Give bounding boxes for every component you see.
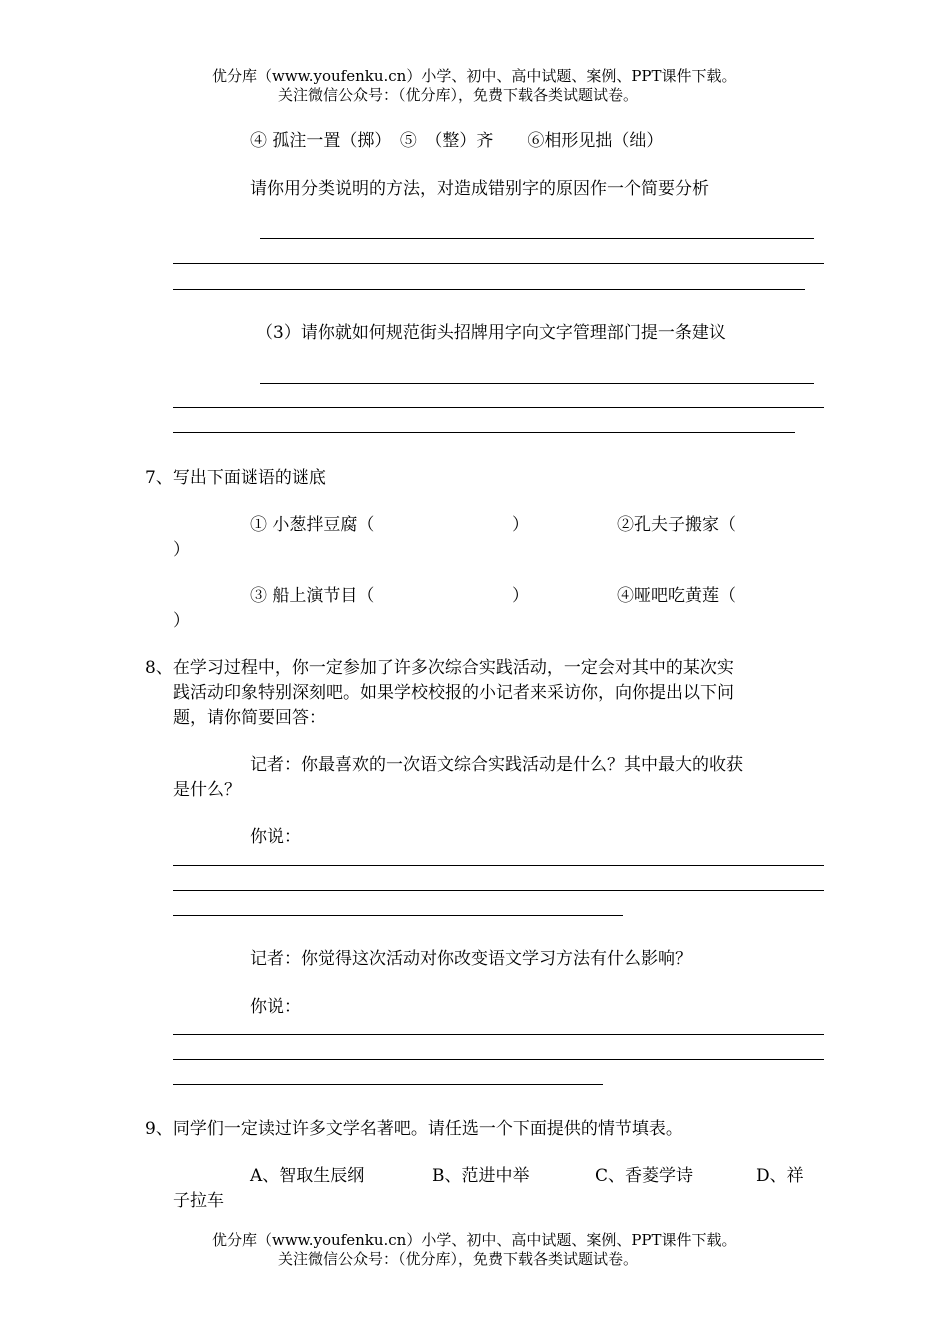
- footer-line-1: 优分库（www.youfenku.cn）小学、初中、高中试题、案例、PPT课件下载。: [212, 1231, 737, 1249]
- q8-intro-line-3: 题，请你简要回答：: [173, 708, 326, 728]
- reporter-question-2: 记者：你觉得这次活动对你改变语文学习方法有什么影响？: [250, 949, 692, 969]
- answer-line: [173, 1034, 824, 1035]
- answer-line: [260, 383, 814, 384]
- answer-line: [173, 865, 824, 866]
- riddle-3: ③ 船上演节目（: [250, 586, 375, 606]
- footer-line-2: 关注微信公众号：（优分库），免费下载各类试题试卷。: [278, 1250, 639, 1268]
- header-line-2: 关注微信公众号：（优分库），免费下载各类试题试卷。: [278, 86, 639, 104]
- answer-line: [173, 1059, 824, 1060]
- riddle-2: ②孔夫子搬家（: [617, 515, 736, 535]
- answer-line: [260, 238, 814, 239]
- option-a: A、智取生辰纲: [250, 1166, 365, 1186]
- q6-analysis-prompt: 请你用分类说明的方法，对造成错别字的原因作一个简要分析: [250, 179, 709, 199]
- riddle-1-close: ）: [512, 515, 529, 535]
- option-b: B、范进中举: [432, 1166, 530, 1186]
- answer-line: [173, 263, 824, 264]
- answer-line: [173, 289, 805, 290]
- riddle-3-close: ）: [512, 586, 529, 606]
- header-line-1: 优分库（www.youfenku.cn）小学、初中、高中试题、案例、PPT课件下载。: [212, 67, 737, 85]
- answer-line: [173, 1084, 603, 1085]
- reporter-question-1: 记者：你最喜欢的一次语文综合实践活动是什么？其中最大的收获: [250, 755, 743, 775]
- answer-line: [173, 915, 623, 916]
- answer-line: [173, 432, 795, 433]
- option-d: D、祥: [756, 1166, 804, 1186]
- riddle-2-close: ）: [173, 540, 190, 560]
- q6-part3-prompt: （3）请你就如何规范街头招牌用字向文字管理部门提一条建议: [256, 323, 726, 343]
- reporter-question-1-cont: 是什么？: [173, 780, 241, 800]
- q6-items-line: ④ 孤注一置（掷） ⑤ （整）齐 ⑥相形见拙（绌）: [250, 131, 664, 151]
- q9-intro: 9、同学们一定读过许多文学名著吧。请任选一个下面提供的情节填表。: [145, 1119, 683, 1139]
- q7-title: 7、写出下面谜语的谜底: [145, 468, 326, 488]
- q8-intro-line-2: 践活动印象特别深刻吧。如果学校校报的小记者来采访你，向你提出以下问: [173, 683, 734, 703]
- answer-line: [173, 407, 824, 408]
- answer-line: [173, 890, 824, 891]
- you-say-label-1: 你说：: [250, 827, 301, 847]
- option-d-continued: 子拉车: [173, 1191, 224, 1211]
- q8-intro-line-1: 8、在学习过程中，你一定参加了许多次综合实践活动，一定会对其中的某次实: [145, 658, 734, 678]
- riddle-1: ① 小葱拌豆腐（: [250, 515, 375, 535]
- option-c: C、香菱学诗: [595, 1166, 694, 1186]
- riddle-4: ④哑吧吃黄莲（: [617, 586, 736, 606]
- you-say-label-2: 你说：: [250, 997, 301, 1017]
- riddle-4-close: ）: [173, 611, 190, 631]
